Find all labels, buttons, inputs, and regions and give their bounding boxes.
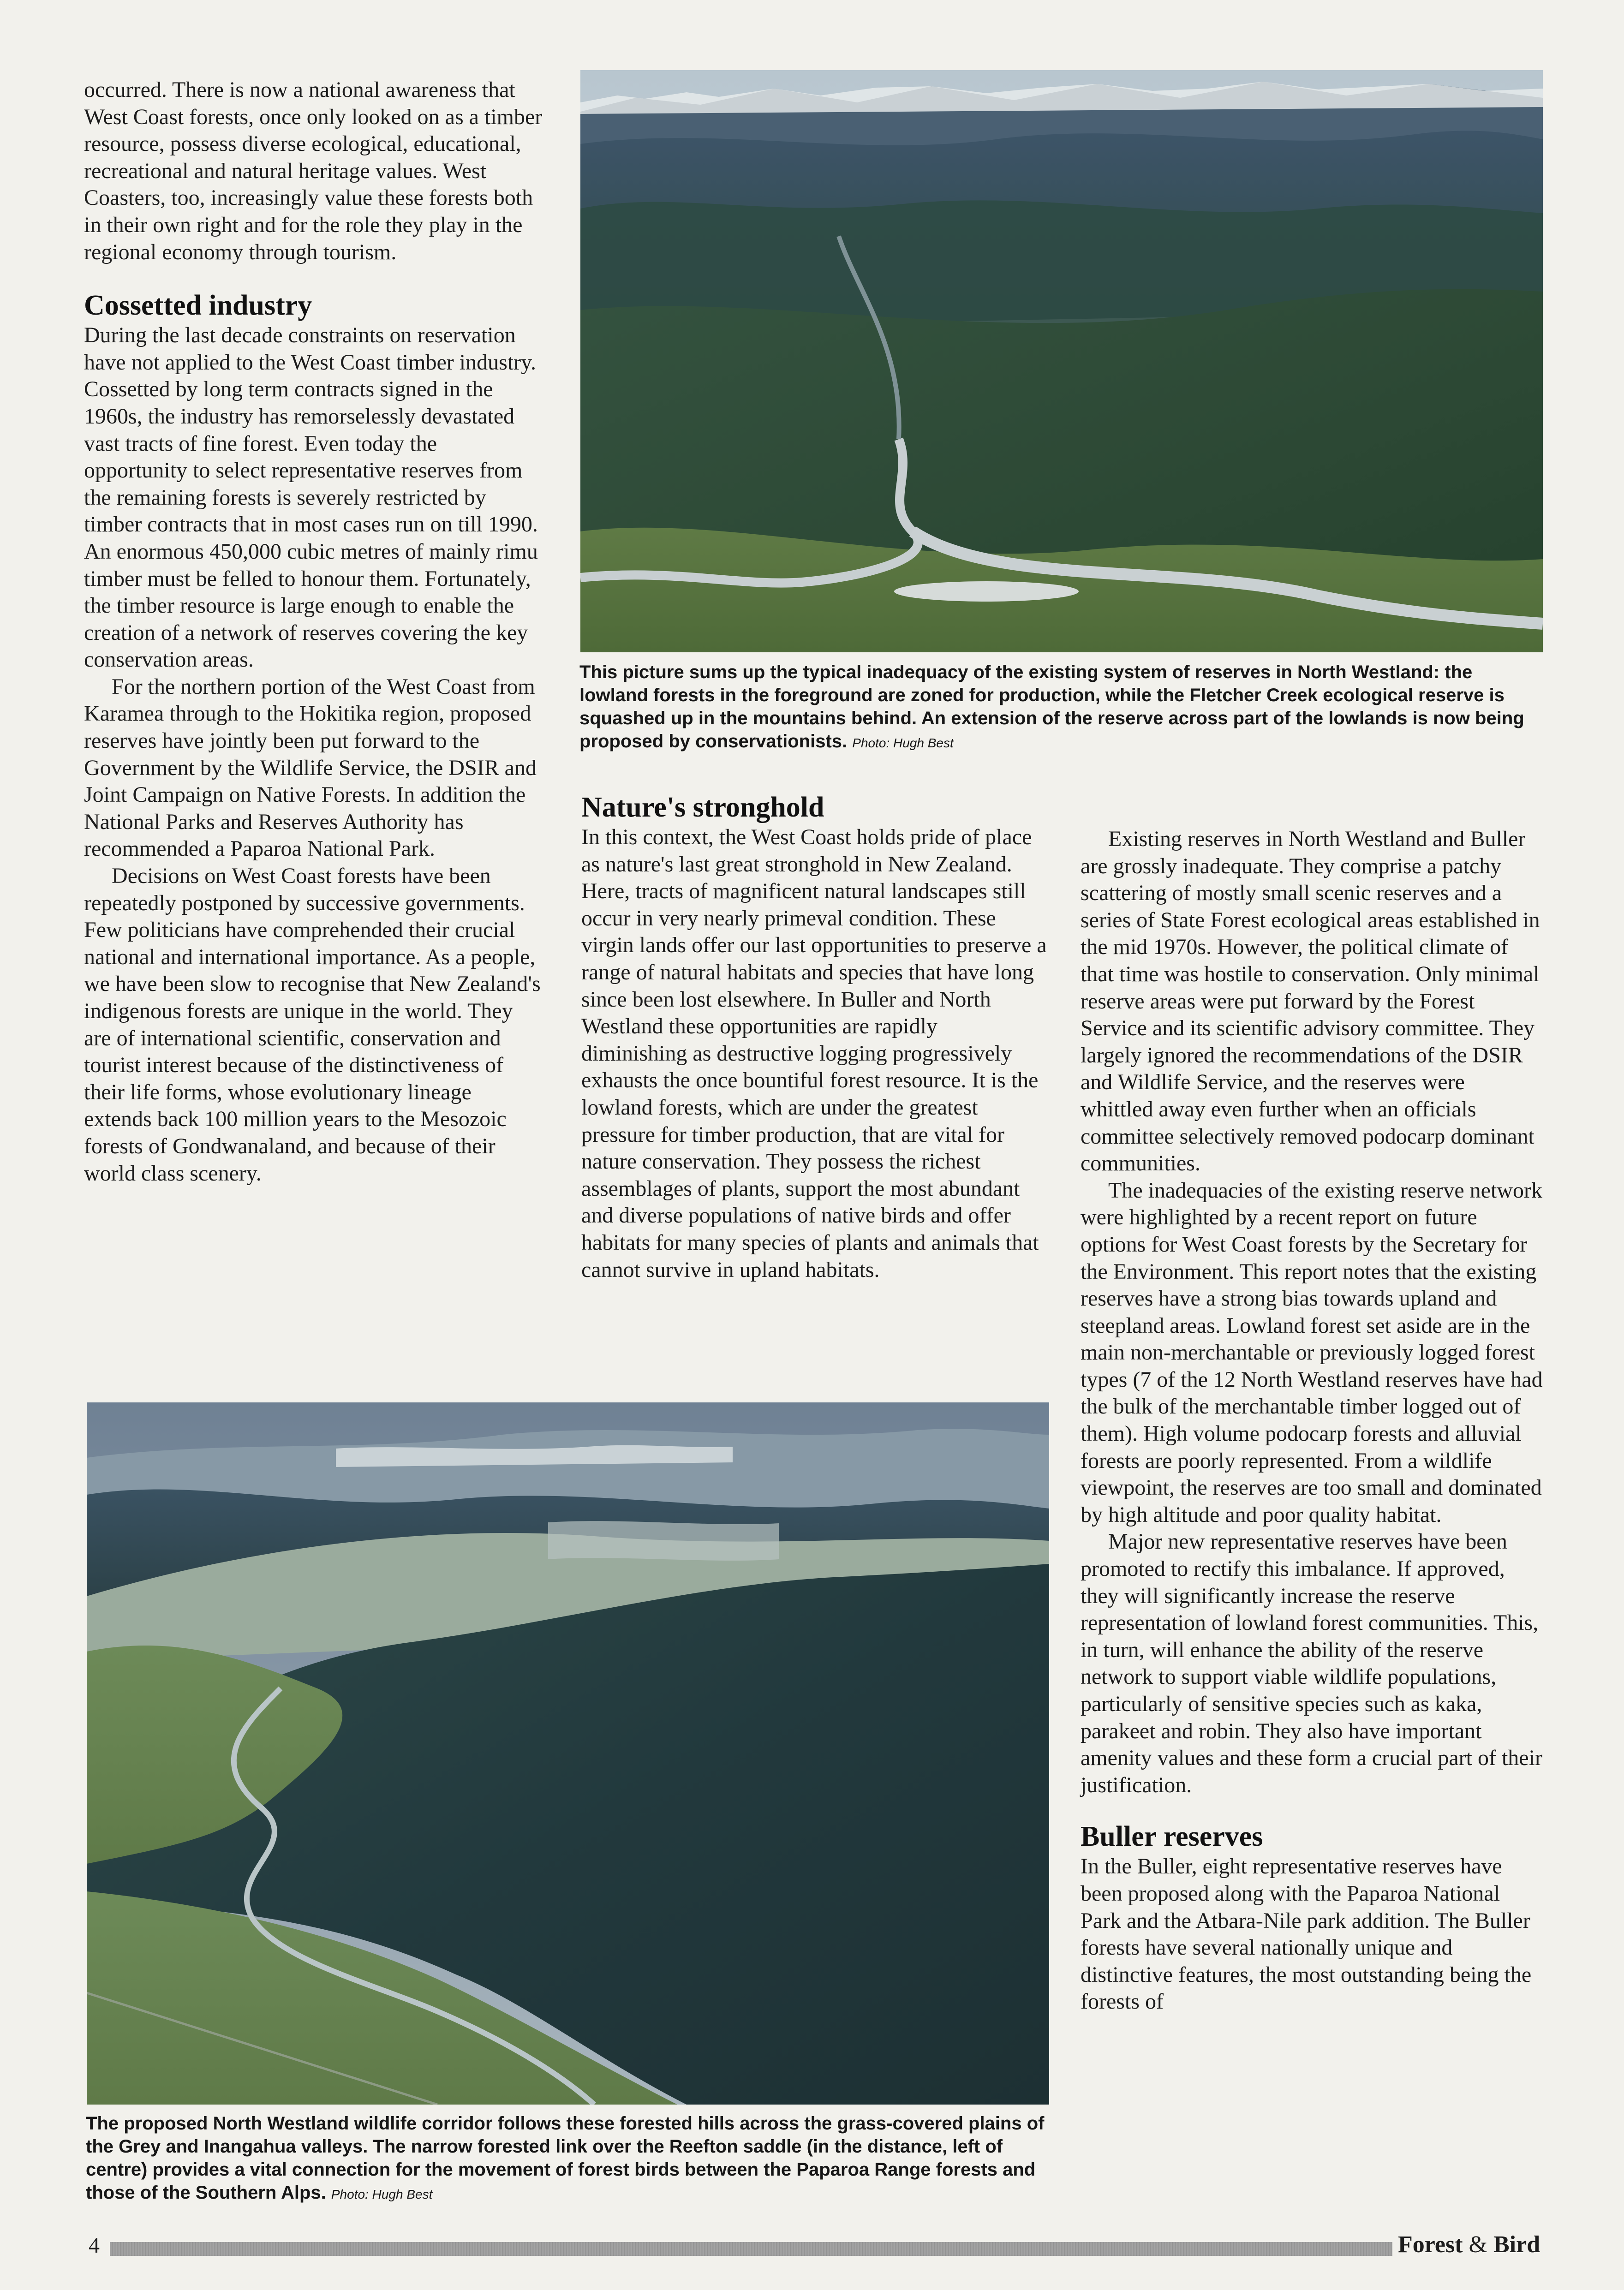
page-number: 4	[89, 2233, 100, 2258]
heading-cossetted-industry: Cossetted industry	[84, 290, 312, 322]
magazine-name-ampersand: &	[1469, 2231, 1487, 2258]
footer-rule	[110, 2242, 1392, 2256]
right-column	[1081, 826, 1543, 2016]
middle-column	[581, 791, 1047, 1283]
heading-natures-stronghold: Nature's stronghold	[581, 792, 824, 823]
magazine-name-forest: Forest	[1398, 2231, 1463, 2258]
paragraph-natures-stronghold: In this context, the West Coast holds pride of place as nature's last great stronghold in New Zealand. Here, tracts of magnificent natural landscapes still occur in very nearly primeval condition. These virgin lands offer our last opportunities to preserve a range of natural habitats and species that have long since been lost elsewhere. In Buller and North Westland these opportunities are rapidly diminishing as destructive logging progressively exhausts the once bountiful forest resource. It is the lowland forests, which are under the greatest pressure for timber production, that are vital for nature conservation. They possess the richest assemblages of plants, support the most abundant and diverse populations of native birds and offer habitats for many species of plants and animals that cannot survive in upland habitats.	[581, 825, 1047, 1282]
paragraph-cossetted-3: Decisions on West Coast forests have been repeatedly postponed by successive governments. Few politicians have comprehended their crucial national and international importance. As a people, we have been slow to recognise that New Zealand's indigenous forests are unique in the world. They are of international scientific, conservation and tourist interest because of the distinctiveness of their life forms, whose evolutionary lineage extends back 100 million years to the Mesozoic forests of Gondwanaland, and because of their world class scenery.	[84, 864, 541, 1186]
aerial-landscape-image	[580, 70, 1543, 652]
paragraph-buller-reserves: In the Buller, eight representative reserves have been proposed along with the Paparoa National Park and the Atbara-Nile park addition. The Buller forests have several nationally unique and distinctive features, the most outstanding being the forests of	[1081, 1854, 1532, 2014]
paragraph-intro: occurred. There is now a national awareness that West Coast forests, once only looked on as a timber resource, possess diverse ecological, educational, recreational and natural heritage values. West Coasters, too, increasingly value these forests both in their own right and for the role they play in the regional economy through tourism.	[84, 78, 543, 264]
aerial-valley-image	[87, 1402, 1049, 2105]
paragraph-inadequacies: The inadequacies of the existing reserve network were highlighted by a recent report on future options for West Coast forests by the Secretary for the Environment. This report notes that the existing reserves have a strong bias towards upland and steepland areas. Lowland forest set aside are in the main non-merchantable or previously logged forest types (7 of the 12 North Westland reserves have had the bulk of the merchantable timber logged out of them). High volume podocarp forests and alluvial forests are poorly represented. From a wildlife viewpoint, the reserves are too small and dominated by high altitude and poor quality habitat.	[1081, 1178, 1543, 1527]
left-column	[84, 77, 543, 1187]
paragraph-existing-reserves: Existing reserves in North Westland and Buller are grossly inadequate. They comprise a patchy scattering of mostly small scenic reserves and a series of State Forest ecological areas established in the mid 1970s. However, the political climate of that time was hostile to conservation. Only minimal reserve areas were put forward by the Forest Service and its scientific advisory committee. They largely ignored the recommendations of the DSIR and Wildlife Service, and the reserves were whittled away even further when an officials committee selectively removed podocarp dominant communities.	[1081, 827, 1540, 1176]
magazine-name	[1398, 2230, 1540, 2260]
magazine-name-bird: Bird	[1493, 2231, 1540, 2258]
paragraph-cossetted-2: For the northern portion of the West Coast from Karamea through to the Hokitika region, proposed reserves have jointly been put forward to the Government by the Wildlife Service, the DSIR and Joint Campaign on Native Forests. In addition the National Parks and Reserves Authority has recommended a Paparoa National Park.	[84, 674, 537, 861]
photo-fletcher-creek-lowlands	[580, 70, 1543, 652]
paragraph-major-reserves: Major new representative reserves have been promoted to rectify this imbalance. If approved, they will significantly increase the reserve representation of lowland forest communities. This, in turn, will enhance the ability of the reserve network to support viable wildlife populations, particularly of sensitive species such as kaka, parakeet and robin. They also have important amenity values and these form a crucial part of their justification.	[1081, 1529, 1542, 1797]
caption-bottom-photo	[86, 2112, 1050, 2206]
caption-top-text: This picture sums up the typical inadequacy of the existing system of reserves in North Westland: the lowland forests in the foreground are zoned for production, while the Fletcher Creek ecological reserve is squashed up in the mountains behind. An extension of the reserve across part of the lowlands is now being proposed by conservationists.	[579, 662, 1524, 751]
photo-credit-bottom: Photo: Hugh Best	[331, 2187, 433, 2201]
caption-bottom-text: The proposed North Westland wildlife corridor follows these forested hills across the grass-covered plains of the Grey and Inangahua valleys. The narrow forested link over the Reefton saddle (in the distance, left of centre) provides a vital connection for the movement of forest birds between the Paparoa Range forests and those of the Southern Alps.	[86, 2113, 1045, 2203]
photo-wildlife-corridor	[87, 1402, 1049, 2105]
heading-buller-reserves: Buller reserves	[1081, 1821, 1263, 1853]
paragraph-cossetted-1: During the last decade constraints on reservation have not applied to the West Coast timber industry. Cossetted by long term contracts signed in the 1960s, the industry has remorselessly devastated vast tracts of fine forest. Even today the opportunity to select representative reserves from the remaining forests is severely restricted by timber contracts that in most cases run on till 1990. An enormous 450,000 cubic metres of mainly rimu timber must be felled to honour them. Fortunately, the timber resource is large enough to enable the creation of a network of reserves covering the key conservation areas.	[84, 323, 538, 672]
photo-credit-top: Photo: Hugh Best	[852, 736, 954, 750]
caption-top-photo	[579, 661, 1544, 755]
